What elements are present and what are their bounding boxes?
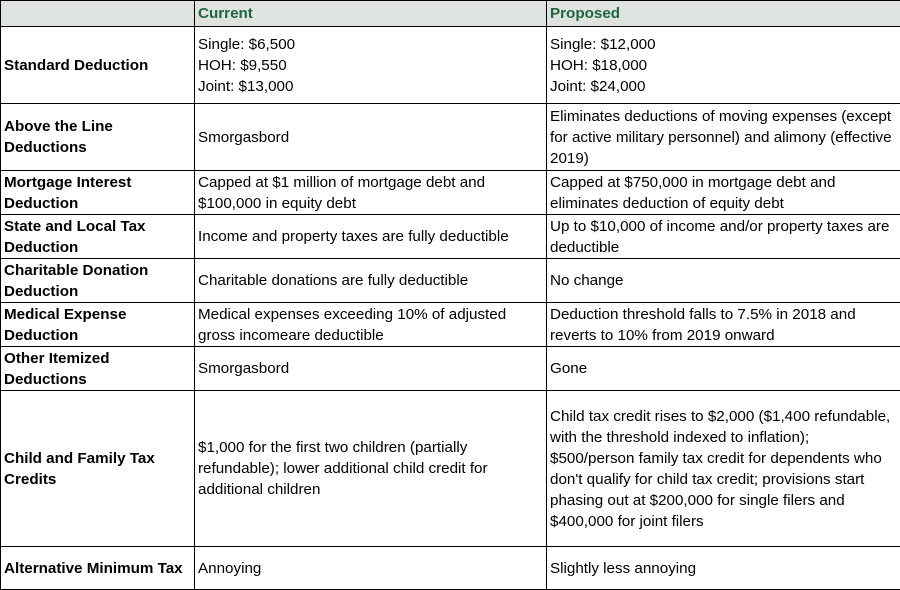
current-line: Joint: $13,000 [198,76,543,97]
proposed-line: HOH: $18,000 [550,55,897,76]
row-label: State and Local Tax Deduction [1,215,195,259]
header-current: Current [195,1,547,27]
table-header-row [1,1,900,27]
current-cell: Medical expenses exceeding 10% of adjusted gross incomeare deductible [195,303,547,347]
current-cell: $1,000 for the first two children (partially refundable); lower additional child credit for additional children [195,391,547,547]
current-cell: Charitable donations are fully deductible [195,259,547,303]
proposed-cell: Up to $10,000 of income and/or property taxes are deductible [547,215,900,259]
current-cell: Income and property taxes are fully deductible [195,215,547,259]
current-cell: Smorgasbord [195,104,547,171]
table-row [1,104,900,171]
proposed-cell: Child tax credit rises to $2,000 ($1,400 refundable, with the threshold indexed to inflation); $500/person family tax credit for dependents who don't qualify for child tax credit; provisions start phasing out at $200,000 for single filers and $400,000 for joint filers [547,391,900,547]
row-label: Alternative Minimum Tax [1,547,195,590]
table-row [1,259,900,303]
proposed-cell: Deduction threshold falls to 7.5% in 2018 and reverts to 10% from 2019 onward [547,303,900,347]
proposed-line: Joint: $24,000 [550,76,897,97]
row-label: Standard Deduction [1,27,195,104]
row-label: Child and Family Tax Credits [1,391,195,547]
proposed-line: Single: $12,000 [550,34,897,55]
row-label: Mortgage Interest Deduction [1,171,195,215]
current-cell: Annoying [195,547,547,590]
proposed-cell: Gone [547,347,900,391]
proposed-cell: Slightly less annoying [547,547,900,590]
current-cell [195,27,547,104]
table-row [1,27,900,104]
table-row [1,215,900,259]
proposed-cell: No change [547,259,900,303]
row-label: Charitable Donation Deduction [1,259,195,303]
table-row [1,303,900,347]
table-row [1,391,900,547]
row-label: Above the Line Deductions [1,104,195,171]
current-line: HOH: $9,550 [198,55,543,76]
current-line: Single: $6,500 [198,34,543,55]
table-row [1,547,900,590]
table-row [1,347,900,391]
header-empty-cell [1,1,195,27]
header-proposed: Proposed [547,1,900,27]
proposed-cell [547,27,900,104]
current-cell: Capped at $1 million of mortgage debt and $100,000 in equity debt [195,171,547,215]
proposed-cell: Capped at $750,000 in mortgage debt and eliminates deduction of equity debt [547,171,900,215]
current-cell: Smorgasbord [195,347,547,391]
proposed-cell: Eliminates deductions of moving expenses (except for active military personnel) and alimony (effective 2019) [547,104,900,171]
row-label: Other Itemized Deductions [1,347,195,391]
row-label: Medical Expense Deduction [1,303,195,347]
table-row [1,171,900,215]
